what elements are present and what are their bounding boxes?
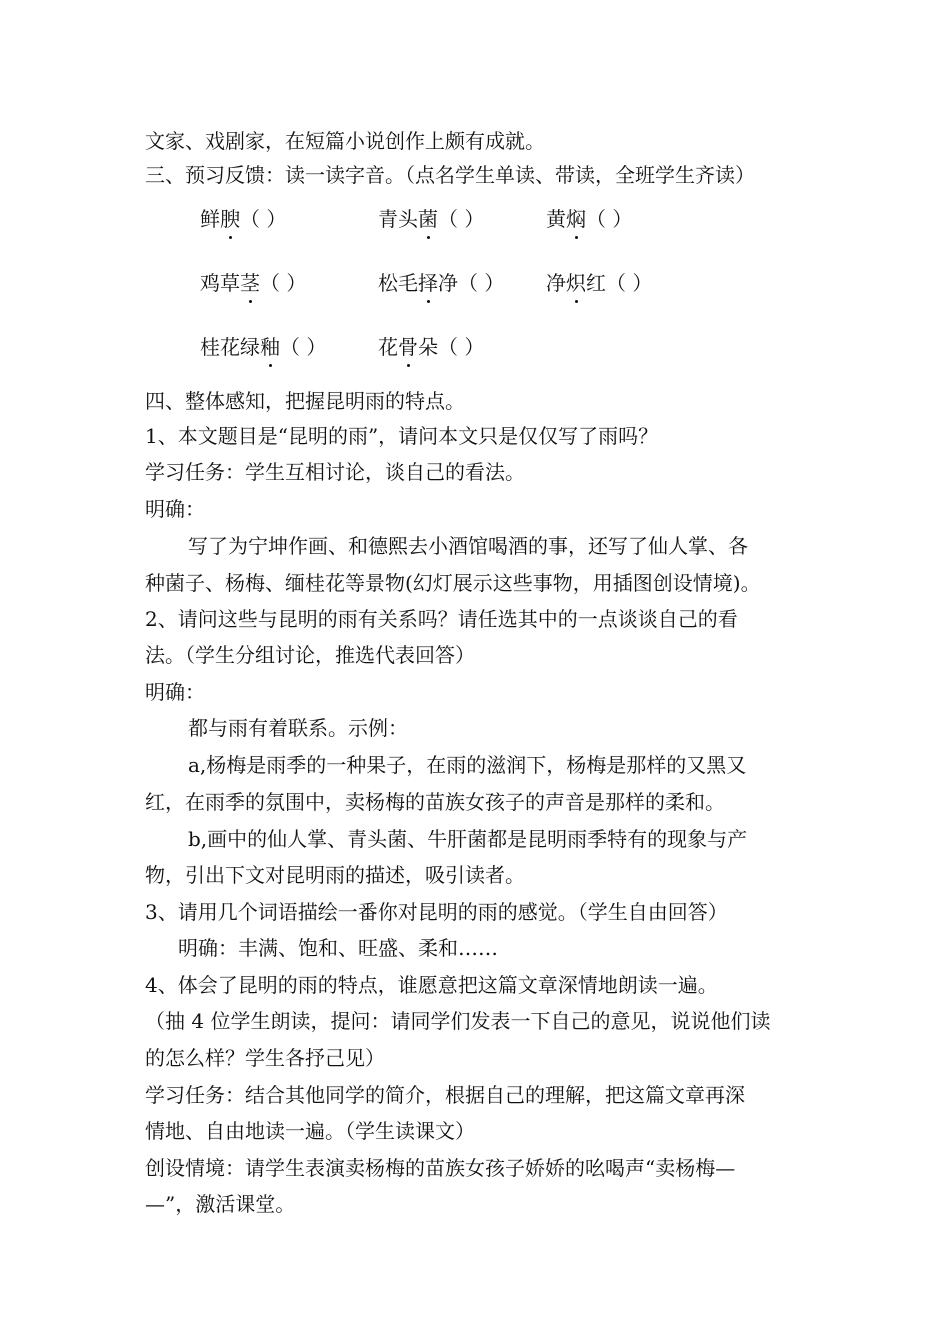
pronunciation-dot: 腴 <box>220 207 240 231</box>
question-line: 1、本文题目是“昆明的雨”，请问本文只是仅仅写了雨吗？ <box>145 424 659 448</box>
paragraph-line: （抽 4 位学生朗读，提问：请同学们发表一下自己的意见，说说他们读 <box>145 1009 771 1033</box>
paragraph-line: 文家、戏剧家，在短篇小说创作上颇有成就。 <box>145 129 545 153</box>
answer-label: 明确： <box>145 497 205 521</box>
task-line: 学习任务：学生互相讨论，谈自己的看法。 <box>145 460 525 484</box>
section-heading: 三、预习反馈：读一读字音。（点名学生单读、带读，全班学生齐读） <box>145 163 755 187</box>
paragraph-line: 种菌子、杨梅、缅桂花等景物(幻灯展示这些事物，用插图创设情境)。 <box>145 571 761 595</box>
vocab-item: 松毛择净（ ） <box>378 271 505 295</box>
paragraph-line: 红，在雨季的氛围中，卖杨梅的苗族女孩子的声音是那样的柔和。 <box>145 790 725 814</box>
vocab-item: 花骨朵（ ） <box>378 335 485 359</box>
paragraph-line: 创设情境：请学生表演卖杨梅的苗族女孩子娇娇的吆喝声“卖杨梅— <box>145 1156 736 1180</box>
paragraph-line: 都与雨有着联系。示例： <box>188 716 408 740</box>
answer-line: 明确：丰满、饱和、旺盛、柔和…… <box>178 936 498 960</box>
vocab-item: 净炽红（ ） <box>546 271 653 295</box>
question-line: 4、体会了昆明的雨的特点，谁愿意把这篇文章深情地朗读一遍。 <box>145 973 718 997</box>
paragraph-line: 物，引出下文对昆明雨的描述，吸引读者。 <box>145 863 525 887</box>
question-line: 3、请用几个词语描绘一番你对昆明的雨的感觉。（学生自由回答） <box>145 900 728 924</box>
pronunciation-dot: 焖 <box>566 207 586 231</box>
paragraph-line: b,画中的仙人掌、青头菌、牛肝菌都是昆明雨季特有的现象与产 <box>188 827 748 851</box>
paragraph-line: —”，激活课堂。 <box>145 1192 296 1216</box>
paragraph-line: 的怎么样？学生各抒己见） <box>145 1046 385 1070</box>
vocab-item: 鲜腴（ ） <box>200 207 287 231</box>
task-line: 学习任务：结合其他同学的简介，根据自己的理解，把这篇文章再深 <box>145 1083 745 1107</box>
question-line: 2、请问这些与昆明的雨有关系吗？请任选其中的一点谈谈自己的看 <box>145 607 738 631</box>
vocab-item: 黄焖（ ） <box>546 207 633 231</box>
vocab-item: 青头菌（ ） <box>378 207 485 231</box>
section-heading: 四、整体感知，把握昆明雨的特点。 <box>145 389 465 413</box>
vocab-item: 鸡草茎（ ） <box>200 271 307 295</box>
pronunciation-dot: 菌 <box>418 207 438 231</box>
pronunciation-dot: 骨 <box>398 335 418 359</box>
pronunciation-dot: 炽 <box>566 271 586 295</box>
pronunciation-dot: 择 <box>418 271 438 295</box>
answer-label: 明确： <box>145 680 205 704</box>
paragraph-line: 写了为宁坤作画、和德熙去小酒馆喝酒的事，还写了仙人掌、各 <box>188 534 748 558</box>
vocab-item: 桂花绿釉（ ） <box>200 335 327 359</box>
pronunciation-dot: 茎 <box>240 271 260 295</box>
paragraph-line: 情地、自由地读一遍。（学生读课文） <box>145 1119 475 1143</box>
pronunciation-dot: 釉 <box>260 335 280 359</box>
paragraph-line: 法。（学生分组讨论，推选代表回答） <box>145 643 475 667</box>
paragraph-line: a,杨梅是雨季的一种果子，在雨的滋润下，杨梅是那样的又黑又 <box>188 753 747 777</box>
